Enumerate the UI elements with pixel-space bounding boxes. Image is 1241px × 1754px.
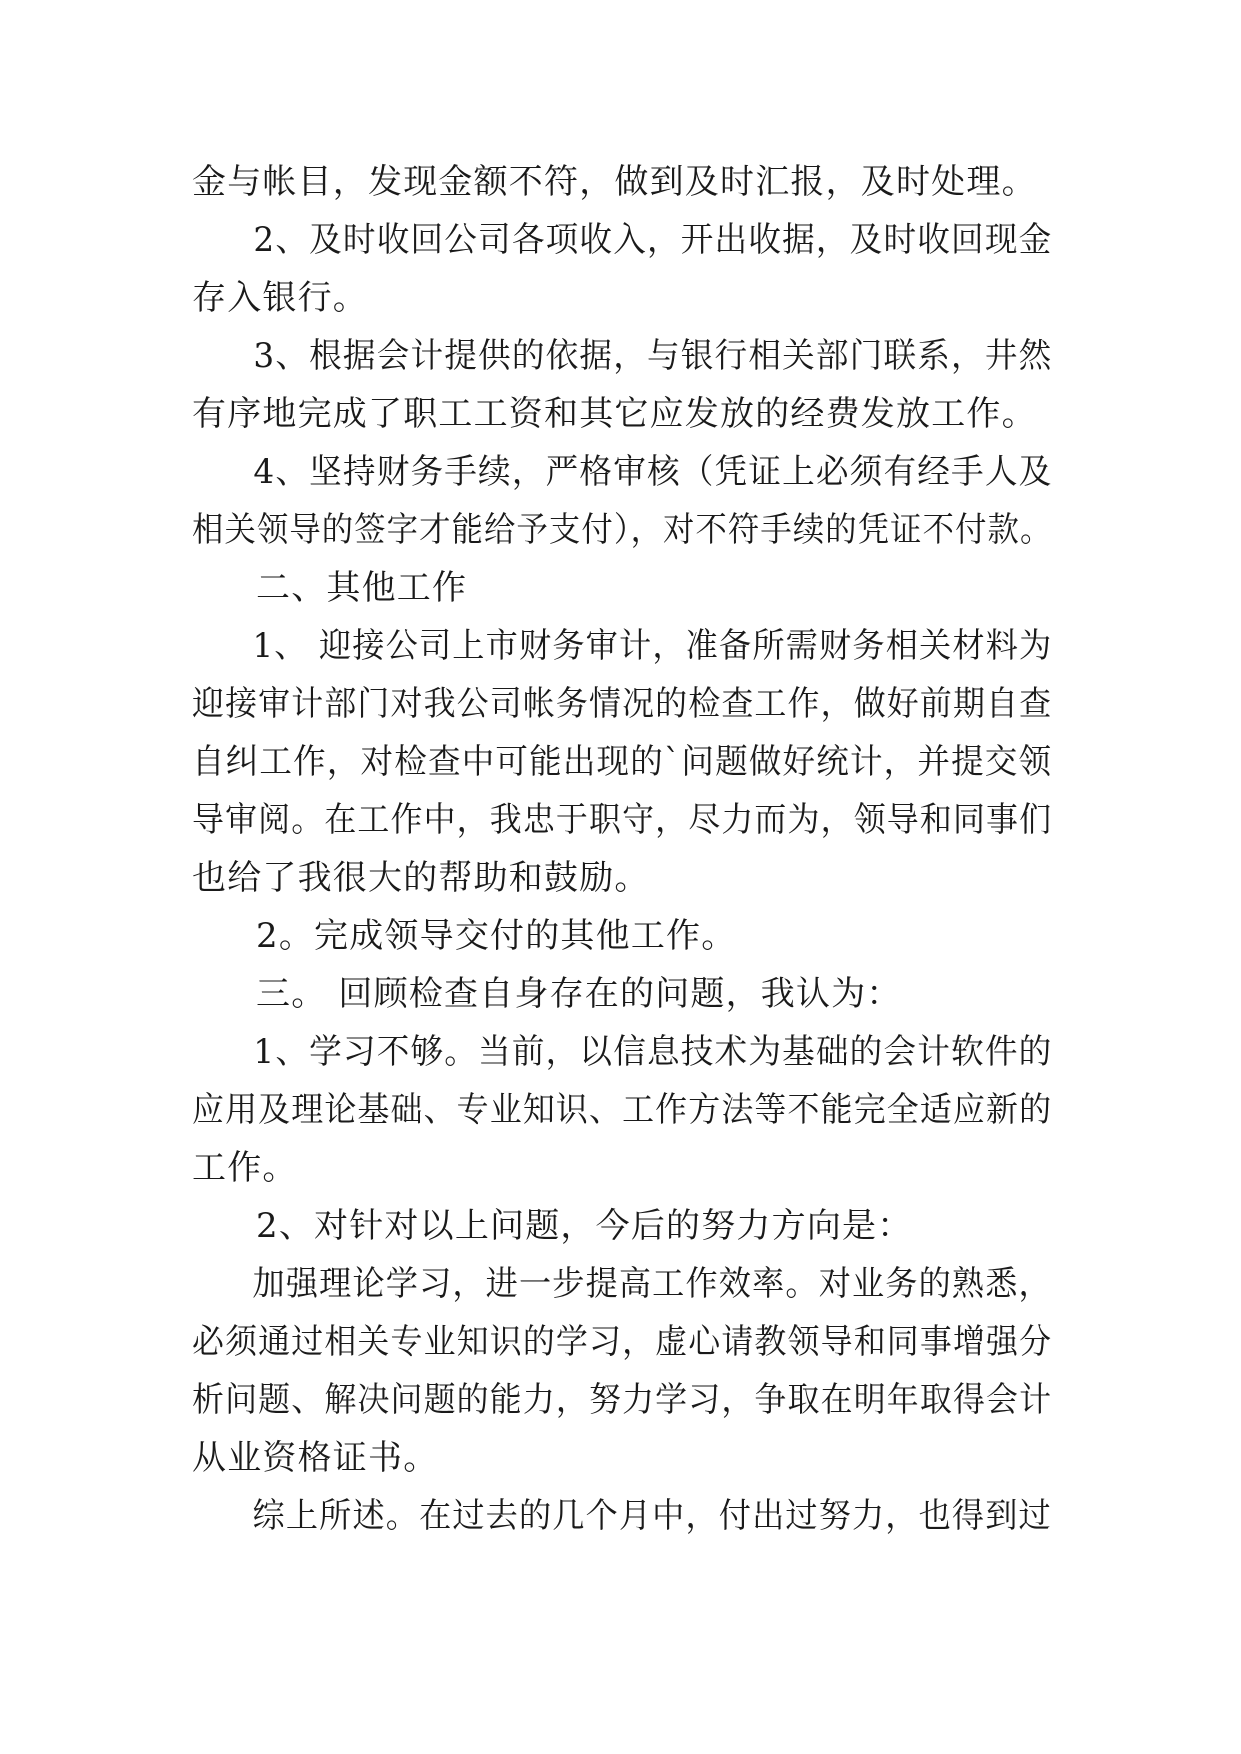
text-line: 迎接审计部门对我公司帐务情况的检查工作，做好前期自查: [192, 684, 1053, 724]
text-line: 自纠工作，对检查中可能出现的`问题做好统计，并提交领: [192, 742, 1053, 782]
text-line: 存入银行。: [192, 278, 368, 318]
text-line: 3、根据会计提供的依据，与银行相关部门联系，井然: [253, 336, 1053, 376]
text-line: 1、 迎接公司上市财务审计，准备所需财务相关材料为: [252, 626, 1053, 666]
text-line: 应用及理论基础、专业知识、工作方法等不能完全适应新的: [192, 1090, 1053, 1130]
text-line: 1、学习不够。当前，以信息技术为基础的会计软件的: [253, 1032, 1053, 1072]
text-line: 三。 回顾检查自身存在的问题，我认为：: [256, 974, 902, 1014]
text-line: 2、及时收回公司各项收入，开出收据，及时收回现金: [253, 220, 1053, 260]
text-line: 综上所述。在过去的几个月中，付出过努力，也得到过: [252, 1496, 1052, 1536]
document-body: [192, 153, 1052, 1545]
text-line: 二、其他工作: [256, 568, 468, 608]
text-line: 2、对针对以上问题，今后的努力方向是：: [256, 1206, 913, 1246]
text-line: 析问题、解决问题的能力，努力学习，争取在明年取得会计: [192, 1380, 1053, 1420]
text-line: 也给了我很大的帮助和鼓励。: [192, 858, 650, 898]
text-line: 相关领导的签字才能给予支付），对不符手续的凭证不付款。: [192, 510, 1053, 550]
text-line: 金与帐目，发现金额不符，做到及时汇报，及时处理。: [192, 162, 1037, 202]
text-line: 导审阅。在工作中，我忠于职守，尽力而为，领导和同事们: [192, 800, 1053, 840]
text-line: 2。完成领导交付的其他工作。: [256, 916, 737, 956]
text-line: 工作。: [192, 1148, 298, 1188]
text-line: 从业资格证书。: [192, 1438, 439, 1478]
text-line: 4、坚持财务手续，严格审核（凭证上必须有经手人及: [253, 452, 1053, 492]
text-line: 加强理论学习，进一步提高工作效率。对业务的熟悉，: [252, 1264, 1052, 1304]
text-line: 有序地完成了职工工资和其它应发放的经费发放工作。: [192, 394, 1037, 434]
text-line: 必须通过相关专业知识的学习，虚心请教领导和同事增强分: [192, 1322, 1053, 1362]
